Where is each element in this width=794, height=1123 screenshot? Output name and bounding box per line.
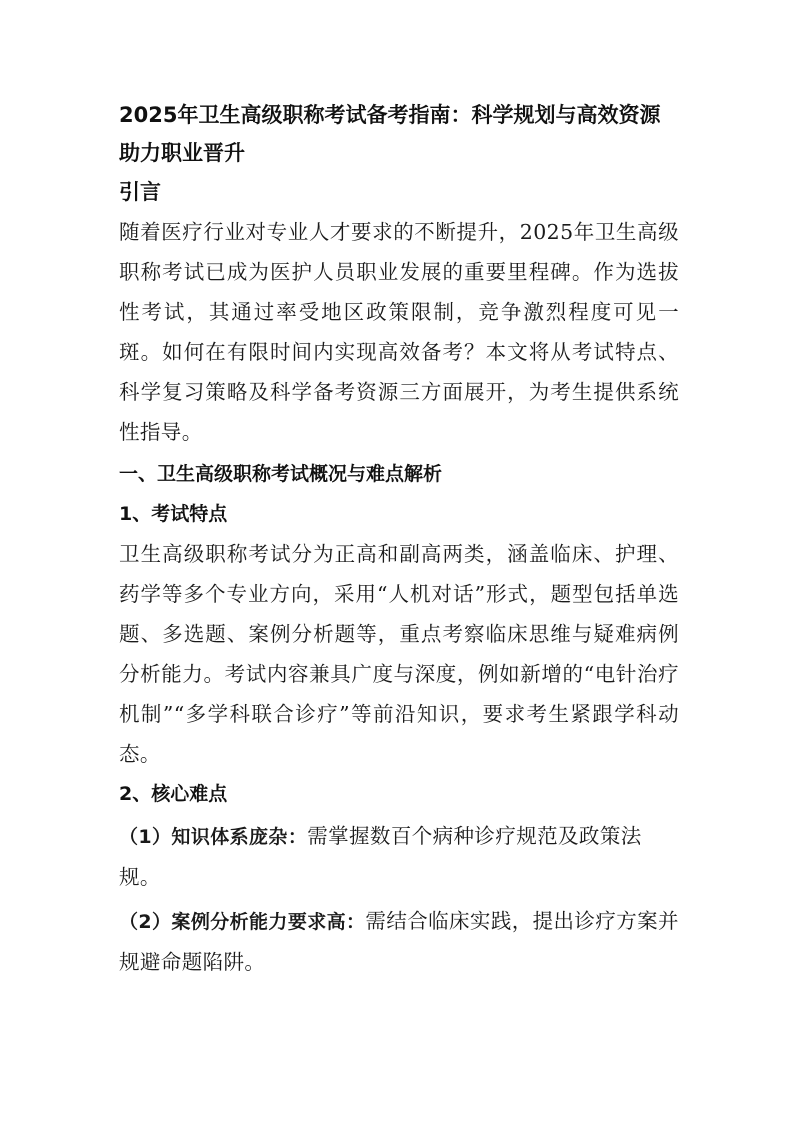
difficulty-item-2-text: 需结合临床实践，提出诊疗方案并规避命题陷阱。 [119, 909, 679, 974]
core-difficulties-heading: 2、核心难点 [119, 783, 228, 805]
intro-paragraph: 随着医疗行业对专业人才要求的不断提升，2025年卫生高级职称考试已成为医护人员职业发展的重要里程碑。作为选拔性考试，其通过率受地区政策限制，竞争激烈程度可见一斑。如何在有限时间内实现高效备考？本文将从考试特点、科学复习策略及科学备考资源三方面展开，为考生提供系统性指导。 [119, 220, 679, 444]
difficulty-item-1 [119, 816, 679, 897]
difficulty-item-2-label: （2）案例分析能力要求高： [119, 911, 366, 933]
document-page [119, 96, 679, 986]
difficulty-item-1-label: （1）知识体系庞杂： [119, 826, 308, 848]
difficulty-item-2 [119, 901, 679, 982]
difficulty-item-1-text: 需掌握数百个病种诊疗规范及政策法规。 [119, 824, 642, 889]
section-1-heading: 一、卫生高级职称考试概况与难点解析 [119, 463, 443, 485]
document-title: 2025年卫生高级职称考试备考指南：科学规划与高效资源助力职业晋升 [119, 103, 661, 165]
intro-heading: 引言 [119, 179, 161, 204]
exam-features-paragraph: 卫生高级职称考试分为正高和副高两类，涵盖临床、护理、药学等多个专业方向，采用“人机对话”形式，题型包括单选题、多选题、案例分析题等，重点考察临床思维与疑难病例分析能力。考试内容兼具广度与深度，例如新增的“电针治疗机制”“多学科联合诊疗”等前沿知识，要求考生紧跟学科动态。 [119, 542, 679, 766]
exam-features-heading: 1、考试特点 [119, 503, 228, 525]
